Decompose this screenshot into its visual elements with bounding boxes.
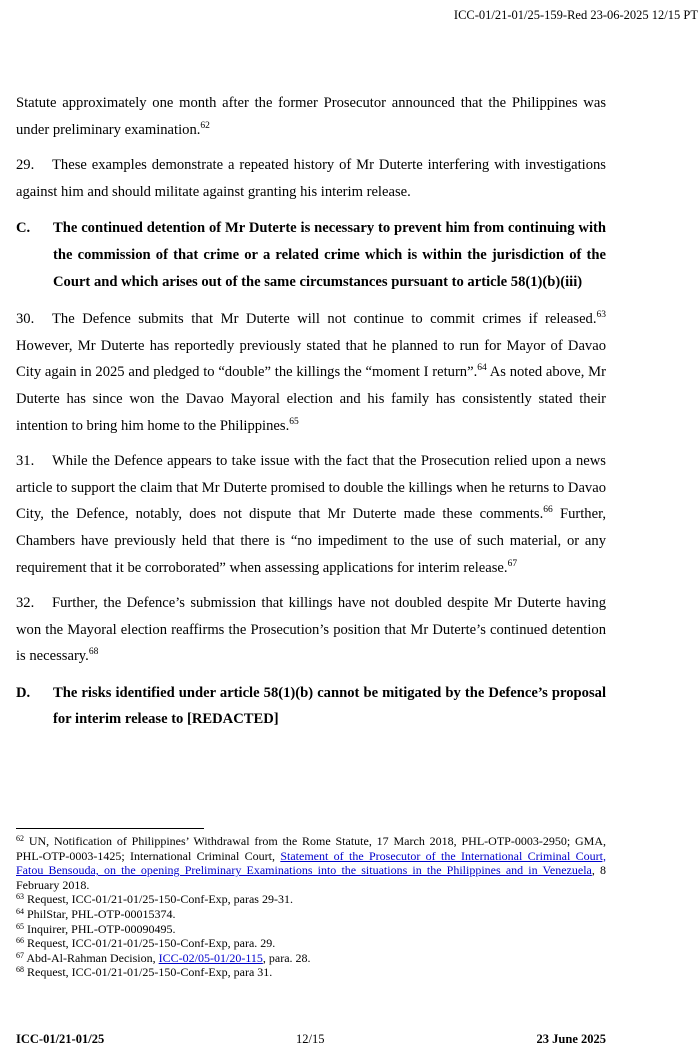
footnote-ref[interactable]: 63	[596, 310, 606, 321]
paragraph-number: 29.	[16, 157, 35, 174]
paragraph-number: 30.	[16, 311, 35, 328]
footnote-ref[interactable]: 67	[507, 558, 518, 569]
paragraph-30: 30. The Defence submits that Mr Duterte will not continue to commit crimes if released.$^{63}$ However, Mr Duterte has reportedly previously stated that he planned to run for Mayor of Davao City again in 2025 and pledged to “double” the killings the “moment I return”.$^{64}$ As noted above, Mr Duterte has since won the Davao Mayoral election and his family has consistently stated their intention to bring him home to the Philippines.$^{65}$	[16, 306, 606, 439]
footer-date: 23 June 2025	[536, 1032, 606, 1046]
main-body	[16, 90, 606, 744]
section-heading-d	[16, 680, 606, 733]
footnote-ref[interactable]: 65	[289, 416, 299, 427]
footnote-ref[interactable]: 68	[88, 647, 99, 658]
footnote-66: $^{66}$ Request, ICC-01/21-01/25-150-Conf-Exp, para. 29.	[16, 936, 276, 951]
footnote-62: $^{62}$ UN, Notification of Philippines’ Withdrawal from the Rome Statute, 17 March 2018, PHL-OTP-0003-2950; GMA, PHL-OTP-0003-1425; International Criminal Court, Statement of the Prosecutor of the International Criminal Court, Fatou Bensouda, on the opening Preliminary Examinations into the situations in the Philippines and in Venezuela, 8 February 2018.	[16, 834, 607, 892]
footnote-ref[interactable]: 66	[543, 505, 553, 516]
heading-text: The continued detention of Mr Duterte is necessary to prevent him from continuing with the commission of that crime or a related crime which is within the jurisdiction of the Court and which arises out of the same circumstances pursuant to article 58(1)(b)(iii)	[53, 220, 606, 290]
footer-page-number: 12/15	[296, 1032, 325, 1046]
section-heading-c	[16, 215, 606, 295]
paragraph-number: 31.	[16, 453, 35, 470]
footnote-ref[interactable]: 62	[200, 120, 210, 131]
paragraph-31: 31. While the Defence appears to take issue with the fact that the Prosecution relied upon a news article to support the claim that Mr Duterte promised to double the killings when he returns to Davao City, the Defence, notably, does not dispute that Mr Duterte made these comments.$^{66}$ Further, Chambers have previously held that there is “no impediment to the use of such material, or any requirement that it be corroborated” when assessing applications for interim release.$^{67}$	[16, 448, 606, 581]
heading-label: C.	[16, 220, 31, 237]
footnote-link[interactable]: Statement of the Prosecutor of the International Criminal Court, Fatou Bensouda, on the opening Preliminary Examinations into the situations in the Philippines and in Venezuela	[16, 848, 606, 878]
footnote-67: $^{67}$ Abd-Al-Rahman Decision, ICC-02/05-01/20-115, para. 28.	[16, 950, 311, 965]
heading-text: The risks identified under article 58(1)(b) cannot be mitigated by the Defence’s proposal for interim release to [REDACTED]	[53, 684, 606, 728]
footnote-divider	[16, 828, 204, 829]
paragraph-continued: Statute approximately one month after the former Prosecutor announced that the Philippines was under preliminary examination.$^{62}$	[16, 95, 606, 138]
footnote-68: $^{68}$ Request, ICC-01/21-01/25-150-Conf-Exp, para 31.	[16, 965, 273, 980]
document-reference: ICC-01/21-01/25-159-Red 23-06-2025 12/15 PT	[453, 8, 698, 22]
footnote-63: $^{63}$ Request, ICC-01/21-01/25-150-Conf-Exp, paras 29-31.	[16, 892, 293, 907]
paragraph-number: 32.	[16, 595, 35, 612]
paragraph-32: 32. Further, the Defence’s submission that killings have not doubled despite Mr Duterte having won the Mayoral election reaffirms the Prosecution’s position that Mr Duterte’s continued detention is necessary.$^{68}$	[16, 590, 606, 670]
footnote-ref[interactable]: 64	[477, 363, 487, 374]
heading-label: D.	[16, 684, 31, 701]
footnote-64: $^{64}$ PhilStar, PHL-OTP-00015374.	[16, 906, 176, 921]
page-footer	[16, 1032, 606, 1048]
footnote-65: $^{65}$ Inquirer, PHL-OTP-00090495.	[16, 921, 176, 936]
footer-case-number: ICC-01/21-01/25	[16, 1032, 105, 1046]
footnotes	[16, 834, 606, 980]
paragraph-29: 29. These examples demonstrate a repeated history of Mr Duterte interfering with investigations against him and should militate against granting his interim release.	[16, 152, 606, 205]
footnote-link[interactable]: ICC-02/05-01/20-115	[158, 950, 263, 965]
